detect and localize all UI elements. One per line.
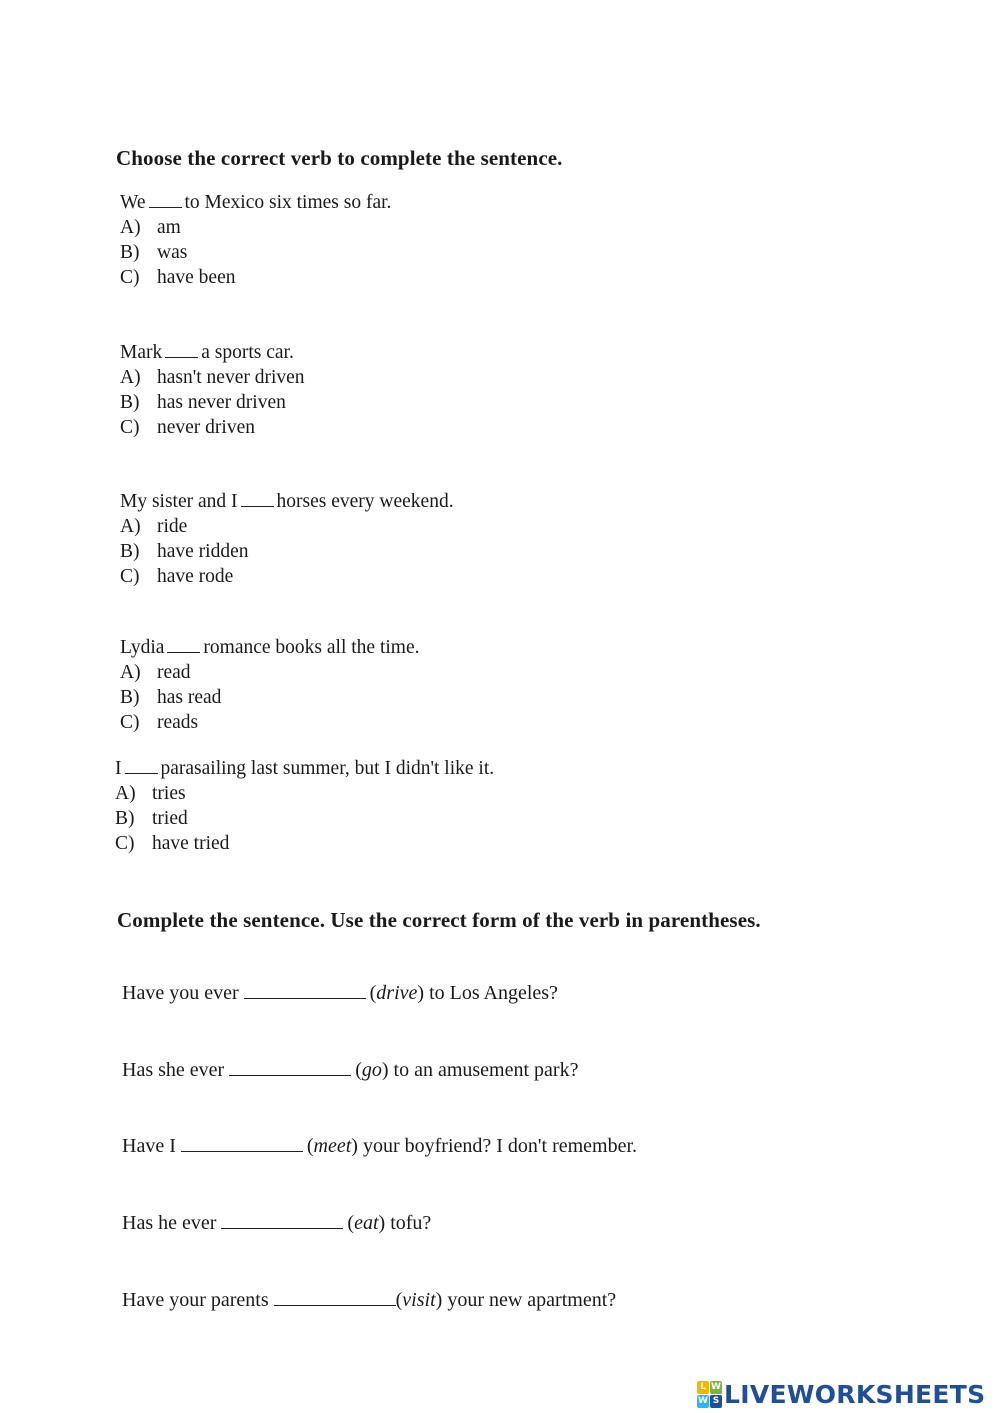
answer-blank xyxy=(165,340,198,358)
verb-hint: drive xyxy=(376,982,418,1004)
verb-hint: eat xyxy=(354,1212,379,1234)
fill-item-2: Has she ever (go) to an amusement park? xyxy=(122,1059,579,1081)
question-text-before: Lydia xyxy=(120,637,165,658)
question-1 xyxy=(120,190,391,215)
answer-blank xyxy=(125,756,158,774)
option-b[interactable]: B) was xyxy=(120,242,188,263)
question-text-before: Mark xyxy=(120,342,163,363)
answer-blank xyxy=(167,635,200,653)
answer-input[interactable] xyxy=(244,980,366,999)
fill-item-5: Have your parents (visit) your new apartment? xyxy=(122,1289,617,1311)
question-text-after: romance books all the time. xyxy=(203,637,420,658)
question-5 xyxy=(115,756,494,781)
question-text-before: We xyxy=(120,192,146,213)
question-text-after: a sports car. xyxy=(201,342,294,363)
option-c[interactable]: C) have rode xyxy=(120,566,234,587)
question-4 xyxy=(120,635,419,660)
section-2-heading: Complete the sentence. Use the correct form of the verb in parentheses. xyxy=(117,908,761,932)
question-text-after: to Mexico six times so far. xyxy=(184,192,392,213)
answer-blank xyxy=(241,489,274,507)
logo-tile: L xyxy=(697,1381,709,1394)
question-3 xyxy=(120,489,454,514)
question-text-before: My sister and I xyxy=(120,491,238,512)
liveworksheets-logo[interactable] xyxy=(697,1378,985,1410)
option-a[interactable]: A) ride xyxy=(120,516,188,537)
answer-input[interactable] xyxy=(229,1057,351,1076)
option-a[interactable]: A) read xyxy=(120,662,191,683)
question-2 xyxy=(120,340,294,365)
option-c[interactable]: C) have tried xyxy=(115,833,230,854)
logo-tile: S xyxy=(710,1395,722,1408)
verb-hint: visit xyxy=(402,1289,436,1311)
section-1-heading: Choose the correct verb to complete the sentence. xyxy=(116,146,563,170)
option-c[interactable]: C) reads xyxy=(120,712,199,733)
answer-input[interactable] xyxy=(221,1210,343,1229)
answer-blank xyxy=(149,190,182,208)
logo-text: LIVEWORKSHEETS xyxy=(724,1379,986,1409)
option-a[interactable]: A) hasn't never driven xyxy=(120,367,305,388)
option-b[interactable]: B) tried xyxy=(115,808,188,829)
answer-input[interactable] xyxy=(274,1287,396,1306)
option-a[interactable]: A) tries xyxy=(115,783,186,804)
option-b[interactable]: B) has read xyxy=(120,687,222,708)
logo-tiles-icon xyxy=(697,1381,721,1407)
question-text-after: parasailing last summer, but I didn't like it. xyxy=(160,758,495,779)
verb-hint: go xyxy=(361,1059,382,1081)
question-text-after: horses every weekend. xyxy=(276,491,454,512)
answer-input[interactable] xyxy=(181,1133,303,1152)
fill-item-3: Have I (meet) your boyfriend? I don't remember. xyxy=(122,1135,638,1157)
fill-item-4: Has he ever (eat) tofu? xyxy=(122,1212,432,1234)
option-a[interactable]: A) am xyxy=(120,217,181,238)
fill-item-1: Have you ever (drive) to Los Angeles? xyxy=(122,982,558,1004)
logo-tile: W xyxy=(711,1382,721,1392)
verb-hint: meet xyxy=(313,1135,352,1157)
option-c[interactable]: C) never driven xyxy=(120,417,255,438)
question-text-before: I xyxy=(115,758,122,779)
option-b[interactable]: B) have ridden xyxy=(120,541,249,562)
option-c[interactable]: C) have been xyxy=(120,267,236,288)
logo-tile: W xyxy=(698,1396,708,1406)
option-b[interactable]: B) has never driven xyxy=(120,392,286,413)
